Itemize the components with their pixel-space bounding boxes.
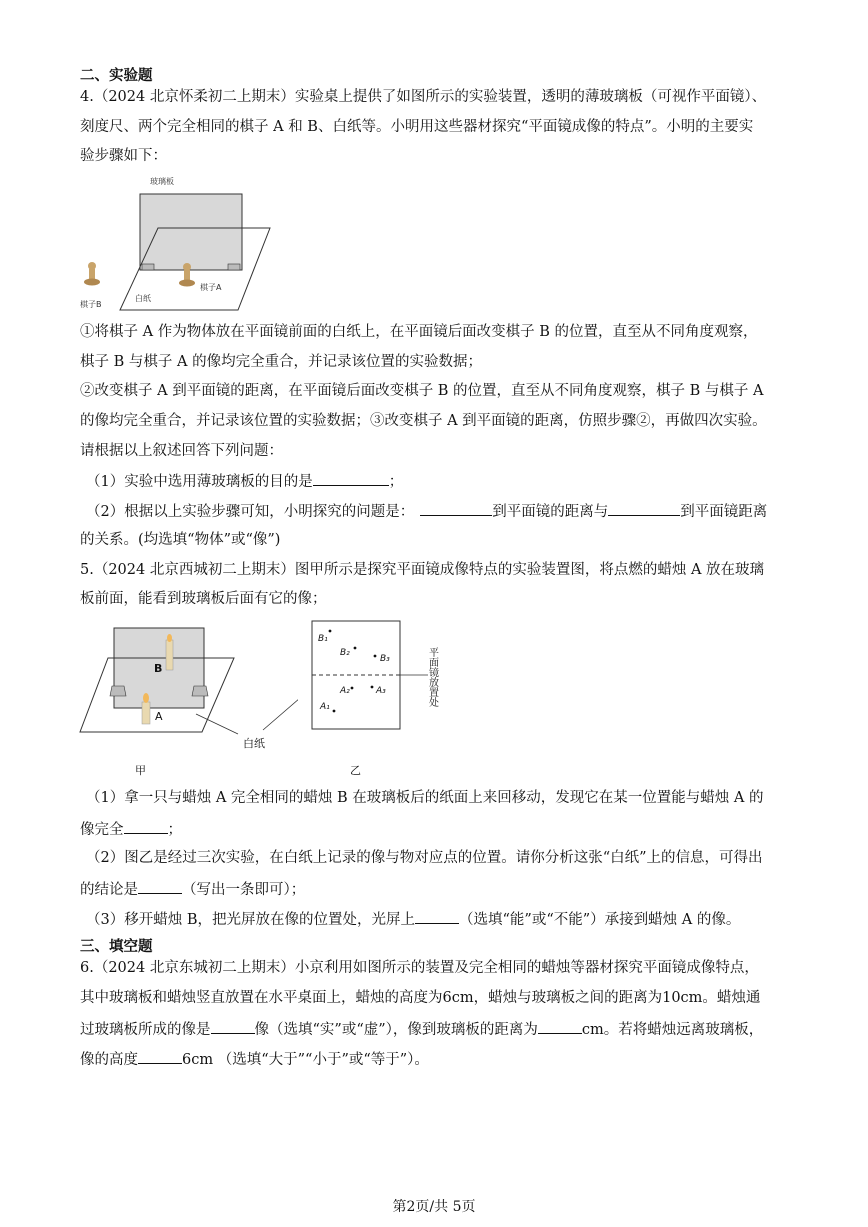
q4-step-line-2: 棋子 B 与棋子 A 的像均完全重合，并记录该位置的实验数据； — [80, 354, 483, 370]
label-mirror-position: 平面镜放置处 — [426, 647, 438, 707]
q6-line-3-a: 过玻璃板所成的像是 — [80, 1022, 211, 1038]
point-b1: B₁ — [318, 634, 328, 644]
q4-sub2-tail: 的关系。(均选填“物体”或“像”) — [80, 532, 281, 548]
q6-line-4-a: 像的高度 — [80, 1052, 138, 1068]
q5-figure-jia — [78, 620, 298, 780]
q5-figure-yi — [300, 615, 470, 780]
q6-line-3-c: cm。若将蜡烛远离玻璃板， — [581, 1022, 764, 1038]
label-piece-a: 棋子A — [200, 283, 222, 292]
q4-sub1-blank[interactable] — [313, 470, 389, 486]
q5-sub1-line-1: （1）拿一只与蜡烛 A 完全相同的蜡烛 B 在玻璃板后的纸面上来回移动，发现它在某一位置能与蜡烛 A 的 — [86, 790, 764, 806]
q5-line-1: 5.（2024 北京西城初二上期末）图甲所示是探究平面镜成像特点的实验装置图，将点燃的蜡烛 A 放在玻璃 — [80, 562, 765, 578]
q4-line-2: 刻度尺、两个完全相同的棋子 A 和 B、白纸等。小明用这些器材探究“平面镜成像的特点”。小明的主要实 — [80, 119, 754, 135]
q4-sub2-blank-1[interactable] — [420, 500, 492, 516]
q4-step-line-3: ②改变棋子 A 到平面镜的距离，在平面镜后面改变棋子 B 的位置，直至从不同角度观察，棋子 B 与棋子 A — [80, 383, 764, 399]
label-candle-b: B — [154, 662, 163, 675]
q5-sub2-blank[interactable] — [138, 878, 182, 894]
q4-figure-mirror-setup — [78, 170, 278, 315]
q6-blank-2[interactable] — [538, 1018, 582, 1034]
q4-sub2 — [86, 500, 767, 522]
q5-sub3 — [86, 908, 740, 930]
q4-sub2-mid: 到平面镜的距离与 — [492, 504, 609, 520]
chess-piece-b-icon — [84, 262, 100, 286]
q4-step-line-5: 请根据以上叙述回答下列问题： — [80, 443, 283, 459]
q6-line-3 — [80, 1018, 763, 1040]
q6-line-2: 其中玻璃板和蜡烛竖直放置在水平桌面上，蜡烛的高度为6cm，蜡烛与玻璃板之间的距离为10cm。蜡烛通 — [80, 990, 761, 1006]
q4-sub1-text: （1）实验中选用薄玻璃板的目的是 — [86, 474, 313, 490]
q4-step-line-4: 的像均完全重合，并记录该位置的实验数据；③改变棋子 A 到平面镜的距离，仿照步骤②，再做四次实验。 — [80, 413, 767, 429]
label-paper-jia: 白纸 — [243, 737, 265, 750]
label-candle-a: A — [155, 710, 163, 723]
q5-sub3-blank[interactable] — [415, 908, 459, 924]
q5-sub1-tail: ； — [167, 822, 182, 838]
q6-blank-1[interactable] — [211, 1018, 255, 1034]
q4-sub1 — [86, 470, 403, 492]
q4-sub2-blank-2[interactable] — [608, 500, 680, 516]
q5-sub3-text: （3）移开蜡烛 B，把光屏放在像的位置处，光屏上 — [86, 912, 415, 928]
q5-sub1-text: 像完全 — [80, 822, 124, 838]
page-footer: 第2页/共 5页 — [392, 1199, 476, 1215]
q5-sub1-blank[interactable] — [124, 818, 168, 834]
q6-line-3-b: 像（选填“实”或“虚”），像到玻璃板的距离为 — [254, 1022, 538, 1038]
q4-line-3: 验步骤如下： — [80, 148, 167, 164]
q5-sub1-line-2 — [80, 818, 182, 840]
label-glass: 玻璃板 — [150, 177, 174, 186]
label-jia: 甲 — [135, 764, 146, 777]
q5-sub2-line-2 — [80, 878, 305, 900]
q5-line-2: 板前面，能看到玻璃板后面有它的像； — [80, 591, 327, 607]
q4-step-line-1: ①将棋子 A 作为物体放在平面镜前面的白纸上，在平面镜后面改变棋子 B 的位置，直至从不同角度观察， — [80, 324, 758, 340]
q4-sub2-after: 到平面镜距离 — [680, 504, 768, 520]
q5-sub2-tail: （写出一条即可）； — [182, 882, 306, 898]
q4-sub1-tail: ； — [388, 474, 404, 490]
point-b2: B₂ — [340, 648, 350, 658]
q4-sub2-text: （2）根据以上实验步骤可知，小明探究的问题是： — [86, 504, 415, 520]
point-b3: B₃ — [380, 654, 390, 664]
q6-line-4-b: 6cm （选填“大于”“小于”或“等于”）。 — [182, 1052, 429, 1068]
point-a2: A₂ — [340, 686, 350, 696]
q6-line-4 — [80, 1048, 429, 1070]
section-heading-experiment: 二、实验题 — [80, 68, 153, 84]
q5-sub2-text: 的结论是 — [80, 882, 138, 898]
point-a3: A₃ — [376, 686, 386, 696]
section-heading-fill: 三、填空题 — [80, 939, 153, 955]
q5-sub3-tail: （选填“能”或“不能”）承接到蜡烛 A 的像。 — [459, 912, 741, 928]
q6-blank-3[interactable] — [138, 1048, 182, 1064]
q4-line-1: 4.（2024 北京怀柔初二上期末）实验桌上提供了如图所示的实验装置，透明的薄玻璃板（可视作平面镜）、 — [80, 89, 767, 105]
label-paper: 白纸 — [135, 294, 151, 303]
q6-line-1: 6.（2024 北京东城初二上期末）小京利用如图所示的装置及完全相同的蜡烛等器材探究平面镜成像特点， — [80, 960, 759, 976]
point-a1: A₁ — [320, 702, 330, 712]
label-yi: 乙 — [350, 764, 361, 777]
q5-sub2-line-1: （2）图乙是经过三次实验，在白纸上记录的像与物对应点的位置。请你分析这张“白纸”上的信息，可得出 — [86, 850, 763, 866]
label-piece-b: 棋子B — [80, 300, 102, 309]
